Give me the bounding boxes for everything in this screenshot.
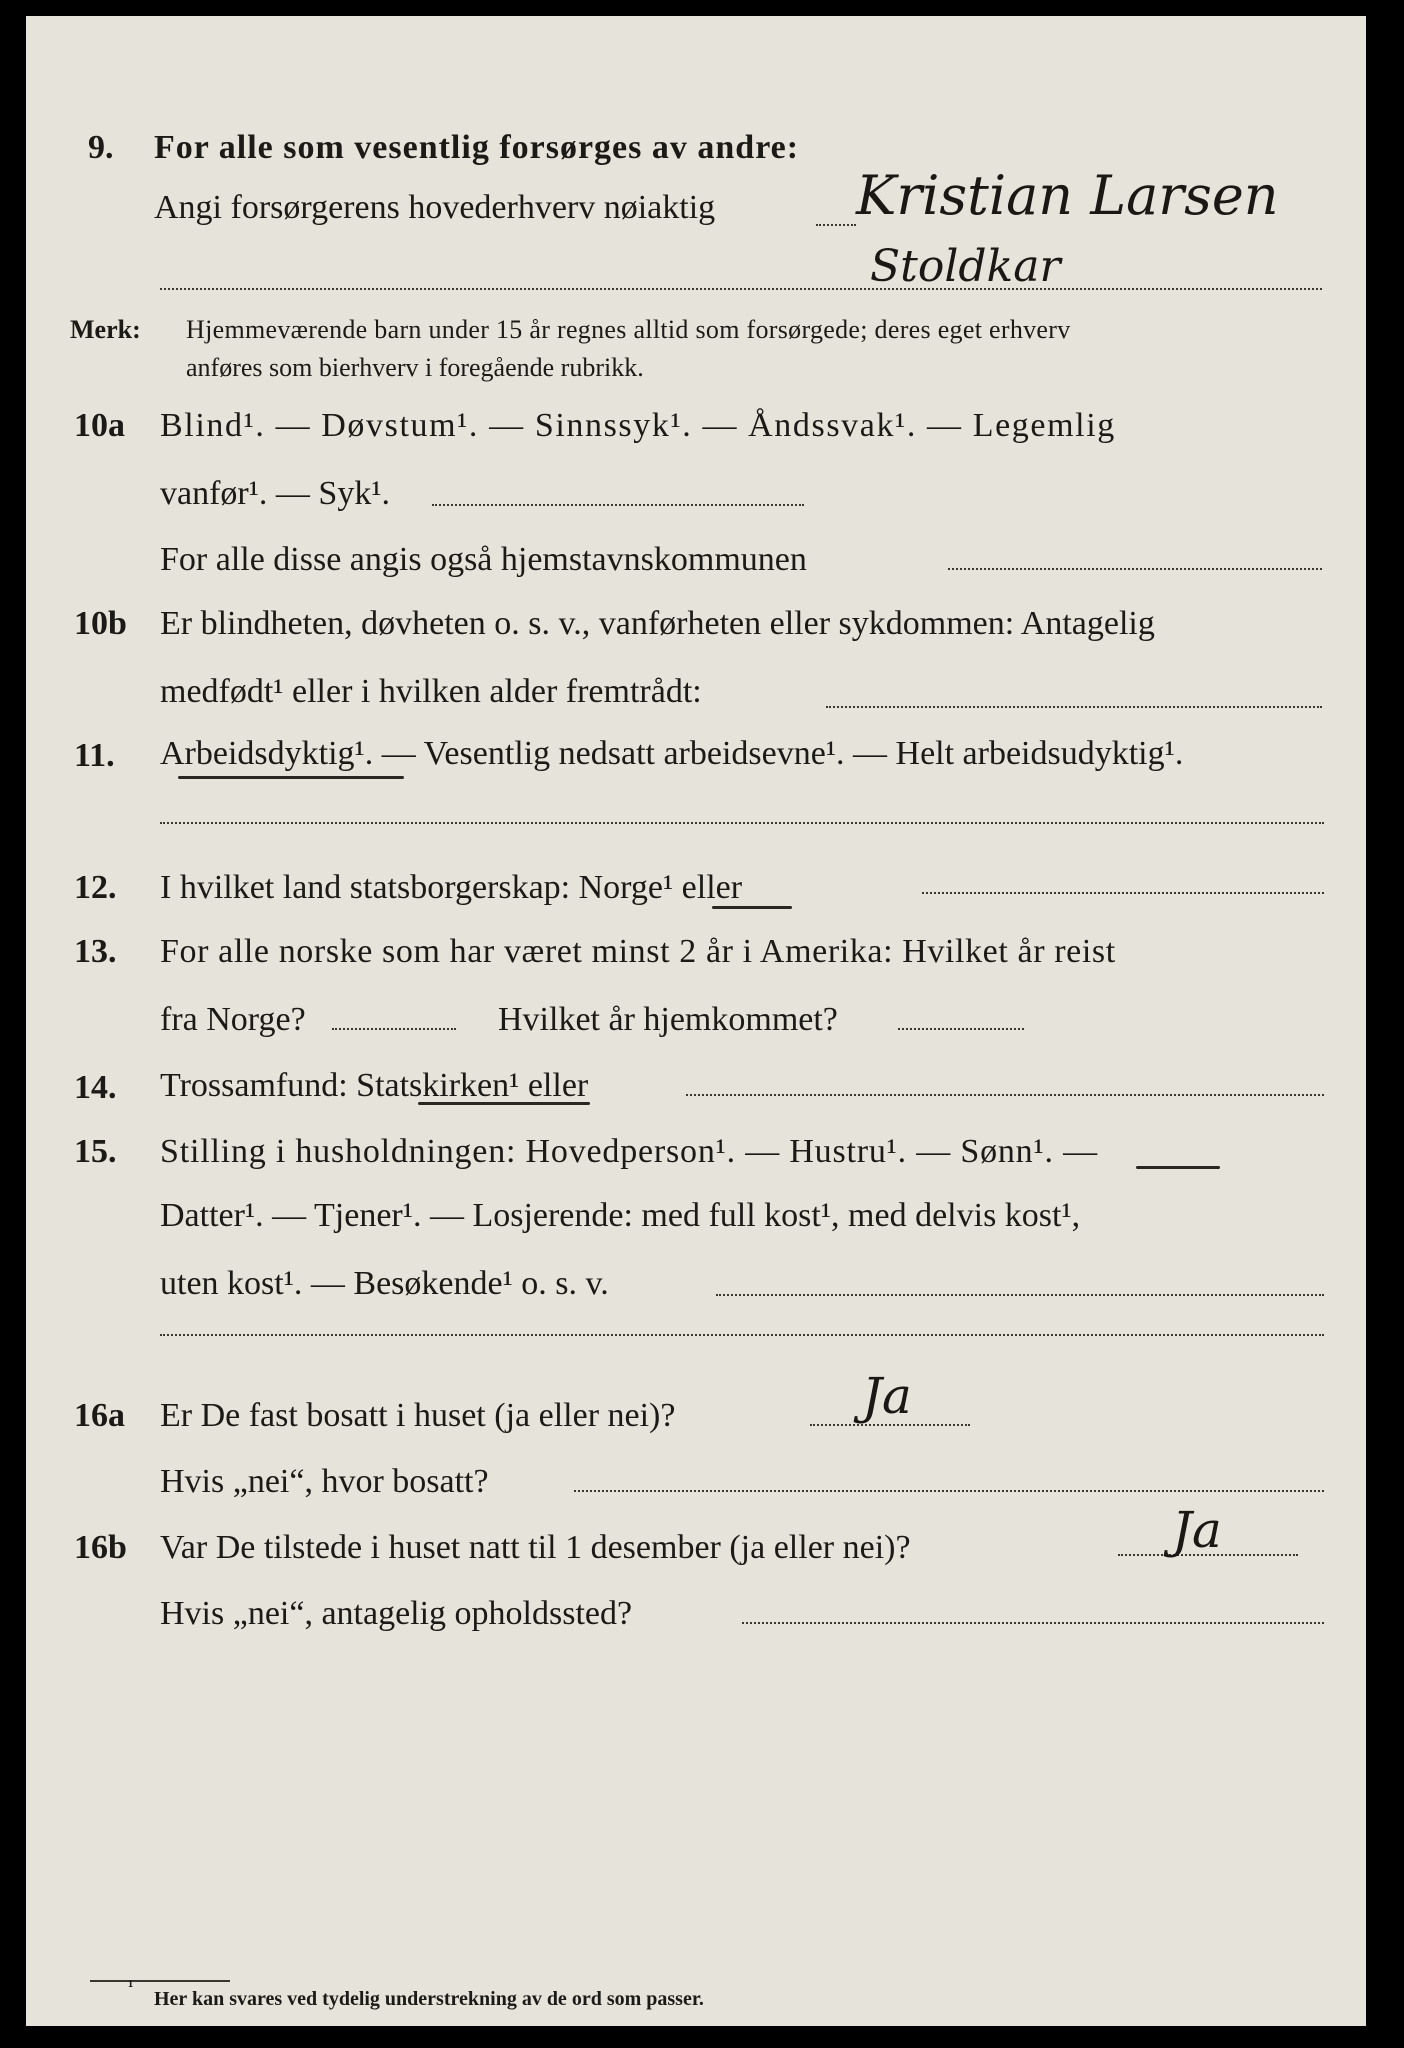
q9-number: 9. xyxy=(88,129,114,166)
merk-text-line-2: anføres som bierhverv i foregående rubrikk. xyxy=(186,353,644,382)
q16b-number: 16b xyxy=(74,1529,127,1566)
q9-handwritten-answer-1: Kristian Larsen xyxy=(856,164,1279,227)
q10a-answer-line-1 xyxy=(432,504,804,506)
q16a-line-1: Er De fast bosatt i huset (ja eller nei)? xyxy=(160,1397,676,1434)
q13-number: 13. xyxy=(74,933,117,970)
footnote-rule xyxy=(90,1980,230,1982)
q11-handwritten-underline xyxy=(178,776,404,779)
q14-number: 14. xyxy=(74,1069,117,1106)
q10a-line-2: vanfør¹. — Syk¹. xyxy=(160,475,391,512)
q10b-line-1: Er blindheten, døvheten o. s. v., vanførheten eller sykdommen: Antagelig xyxy=(160,605,1155,642)
footnote-marker: ¹ xyxy=(128,1976,134,1996)
q15-handwritten-underline xyxy=(1136,1166,1220,1169)
q10a-number: 10a xyxy=(74,407,125,444)
q9-handwritten-answer-2: Stoldkar xyxy=(870,241,1061,292)
q12-line-1: I hvilket land statsborgerskap: Norge¹ eller xyxy=(160,869,743,906)
q12-answer-line xyxy=(922,892,1324,894)
q14-line-1: Trossamfund: Statskirken¹ eller xyxy=(160,1067,589,1104)
q16a-line-2: Hvis „nei“, hvor bosatt? xyxy=(160,1463,489,1500)
merk-label: Merk: xyxy=(70,315,141,344)
q12-number: 12. xyxy=(74,869,117,906)
q16b-line-1: Var De tilstede i huset natt til 1 desember (ja eller nei)? xyxy=(160,1529,911,1566)
q13-line-1: For alle norske som har været minst 2 år i Amerika: Hvilket år reist xyxy=(160,933,1116,970)
q15-answer-line-2 xyxy=(160,1334,1324,1336)
q10a-line-1: Blind¹. — Døvstum¹. — Sinnssyk¹. — Åndssvak¹. — Legemlig xyxy=(160,407,1116,444)
q9-answer-line-1 xyxy=(816,224,856,226)
footnote-text: Her kan svares ved tydelig understrekning av de ord som passer. xyxy=(154,1988,704,2010)
q9-instruction: Angi forsørgerens hovederhverv nøiaktig xyxy=(154,189,716,226)
q11-answer-line xyxy=(160,822,1324,824)
q16b-line-2: Hvis „nei“, antagelig opholdssted? xyxy=(160,1595,633,1632)
q11-line-1: Arbeidsdyktig¹. — Vesentlig nedsatt arbeidsevne¹. — Helt arbeidsudyktig¹. xyxy=(160,735,1184,772)
q13-line-2a: fra Norge? xyxy=(160,1001,306,1038)
q14-answer-line xyxy=(686,1094,1324,1096)
q9-answer-line-2 xyxy=(160,288,1322,290)
q10b-number: 10b xyxy=(74,605,127,642)
q10b-answer-line xyxy=(826,706,1322,708)
q13-answer-line-2 xyxy=(898,1028,1024,1030)
q15-line-1: Stilling i husholdningen: Hovedperson¹. — Hustru¹. — Sønn¹. — xyxy=(160,1133,1098,1170)
q9-question: For alle som vesentlig forsørges av andre: xyxy=(154,129,800,166)
q16a-handwritten-answer: Ja xyxy=(862,1367,912,1425)
q10b-line-2: medfødt¹ eller i hvilken alder fremtrådt: xyxy=(160,673,702,710)
q14-handwritten-underline xyxy=(418,1102,590,1105)
q16b-handwritten-answer: Ja xyxy=(1172,1501,1222,1559)
q15-line-2: Datter¹. — Tjener¹. — Losjerende: med full kost¹, med delvis kost¹, xyxy=(160,1197,1081,1234)
merk-text-line-1: Hjemmeværende barn under 15 år regnes alltid som forsørgede; deres eget erhverv xyxy=(186,315,1071,344)
q10a-answer-line-2 xyxy=(948,568,1322,570)
q15-number: 15. xyxy=(74,1133,117,1170)
q15-line-3: uten kost¹. — Besøkende¹ o. s. v. xyxy=(160,1265,609,1302)
q15-answer-line-1 xyxy=(716,1294,1324,1296)
q12-handwritten-underline xyxy=(712,906,792,909)
q16b-answer-line-2 xyxy=(742,1622,1324,1624)
q13-answer-line-1 xyxy=(332,1028,456,1030)
q13-line-2b: Hvilket år hjemkommet? xyxy=(498,1001,838,1038)
q11-number: 11. xyxy=(74,737,115,774)
census-form-page xyxy=(26,16,1366,2026)
q16a-number: 16a xyxy=(74,1397,125,1434)
q10a-line-3: For alle disse angis også hjemstavnskommunen xyxy=(160,541,807,578)
q16a-answer-line-2 xyxy=(574,1490,1324,1492)
